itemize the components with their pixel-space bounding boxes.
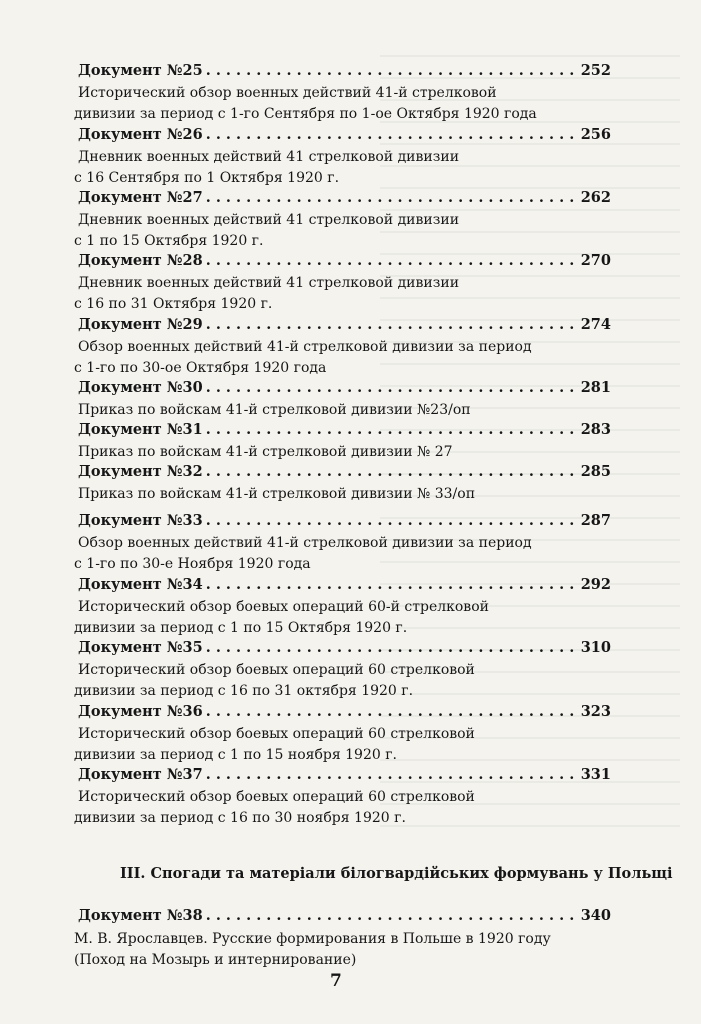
toc-entry-header xyxy=(78,907,611,927)
leader-dots xyxy=(206,639,578,656)
entry-description: с 1 по 15 Октября 1920 г. xyxy=(74,233,264,249)
entry-description: с 1-го по 30-е Ноября 1920 года xyxy=(74,556,311,572)
entry-description: Исторический обзор боевых операций 60 стрелковой xyxy=(78,726,475,742)
entry-description: дивизии за период с 1-го Сентября по 1-ое Октября 1920 года xyxy=(74,106,537,122)
document-number: Документ №28 xyxy=(78,252,203,269)
toc-entry-header xyxy=(78,189,611,209)
document-number: Документ №30 xyxy=(78,379,203,396)
leader-dots xyxy=(206,379,578,396)
leader-dots xyxy=(206,189,578,206)
toc-entry-header xyxy=(78,421,611,441)
page-ref: 283 xyxy=(580,421,611,438)
toc-entry-header xyxy=(78,576,611,596)
entry-description: М. В. Ярославцев. Русские формирования в Польше в 1920 году xyxy=(74,931,551,947)
leader-dots xyxy=(206,512,578,529)
page-ref: 340 xyxy=(580,907,611,924)
document-number: Документ №37 xyxy=(78,766,203,783)
entry-description: Дневник военных действий 41 стрелковой дивизии xyxy=(78,149,460,165)
entry-description: дивизии за период с 16 по 31 октября 1920 г. xyxy=(74,683,414,699)
toc-entry-header xyxy=(78,639,611,659)
page-ref: 252 xyxy=(580,62,611,79)
entry-description: Приказ по войскам 41-й стрелковой дивизии № 27 xyxy=(78,444,453,460)
leader-dots xyxy=(206,766,578,783)
entry-description: Обзор военных действий 41-й стрелковой дивизии за период xyxy=(78,535,532,551)
entry-description: дивизии за период с 1 по 15 Октября 1920 г. xyxy=(74,620,408,636)
toc-entry-header xyxy=(78,316,611,336)
document-number: Документ №26 xyxy=(78,126,203,143)
toc-entry-header xyxy=(78,252,611,272)
leader-dots xyxy=(206,576,578,593)
document-number: Документ №31 xyxy=(78,421,203,438)
document-number: Документ №27 xyxy=(78,189,203,206)
page-ref: 310 xyxy=(580,639,611,656)
document-number: Документ №35 xyxy=(78,639,203,656)
entry-description: дивизии за период с 1 по 15 ноября 1920 г. xyxy=(74,747,398,763)
leader-dots xyxy=(206,316,578,333)
toc-entry-header xyxy=(78,766,611,786)
entry-description: с 1-го по 30-ое Октября 1920 года xyxy=(74,360,327,376)
toc-entry-header xyxy=(78,62,611,82)
entry-description: (Поход на Мозырь и интернирование) xyxy=(74,952,357,968)
document-number: Документ №32 xyxy=(78,463,203,480)
entry-description: Приказ по войскам 41-й стрелковой дивизии №23/оп xyxy=(78,402,471,418)
entry-description: Обзор военных действий 41-й стрелковой дивизии за период xyxy=(78,339,532,355)
entry-description: дивизии за период с 16 по 30 ноября 1920 г. xyxy=(74,810,406,826)
leader-dots xyxy=(206,463,578,480)
leader-dots xyxy=(206,421,578,438)
section-title: III. Спогади та матеріали білогвардійських формувань у Польщі xyxy=(120,865,673,882)
entry-description: Исторический обзор боевых операций 60 стрелковой xyxy=(78,662,475,678)
leader-dots xyxy=(206,252,578,269)
leader-dots xyxy=(206,907,578,924)
entry-description: Дневник военных действий 41 стрелковой дивизии xyxy=(78,212,460,228)
document-number: Документ №29 xyxy=(78,316,203,333)
page-ref: 262 xyxy=(580,189,611,206)
leader-dots xyxy=(206,126,578,143)
page-ref: 292 xyxy=(580,576,611,593)
page-ref: 281 xyxy=(580,379,611,396)
page-ref: 287 xyxy=(580,512,611,529)
entry-description: Исторический обзор боевых операций 60-й стрелковой xyxy=(78,599,489,615)
page-ref: 285 xyxy=(580,463,611,480)
toc-entry-header xyxy=(78,379,611,399)
leader-dots xyxy=(206,703,578,720)
toc-entry-header xyxy=(78,703,611,723)
page-ref: 274 xyxy=(580,316,611,333)
page-number: 7 xyxy=(330,971,342,991)
document-number: Документ №34 xyxy=(78,576,203,593)
page-ref: 331 xyxy=(580,766,611,783)
document-number: Документ №36 xyxy=(78,703,203,720)
document-number: Документ №38 xyxy=(78,907,203,924)
entry-description: Исторический обзор военных действий 41-й стрелковой xyxy=(78,85,497,101)
entry-description: Приказ по войскам 41-й стрелковой дивизии № 33/оп xyxy=(78,486,476,502)
entry-description: Дневник военных действий 41 стрелковой дивизии xyxy=(78,275,460,291)
toc-entry-header xyxy=(78,512,611,532)
toc-entry-header xyxy=(78,463,611,483)
page-ref: 270 xyxy=(580,252,611,269)
leader-dots xyxy=(206,62,578,79)
page-ref: 256 xyxy=(580,126,611,143)
document-number: Документ №33 xyxy=(78,512,203,529)
page-ref: 323 xyxy=(580,703,611,720)
document-number: Документ №25 xyxy=(78,62,203,79)
toc-entry-header xyxy=(78,126,611,146)
entry-description: Исторический обзор боевых операций 60 стрелковой xyxy=(78,789,475,805)
entry-description: с 16 по 31 Октября 1920 г. xyxy=(74,296,273,312)
entry-description: с 16 Сентября по 1 Октября 1920 г. xyxy=(74,170,340,186)
